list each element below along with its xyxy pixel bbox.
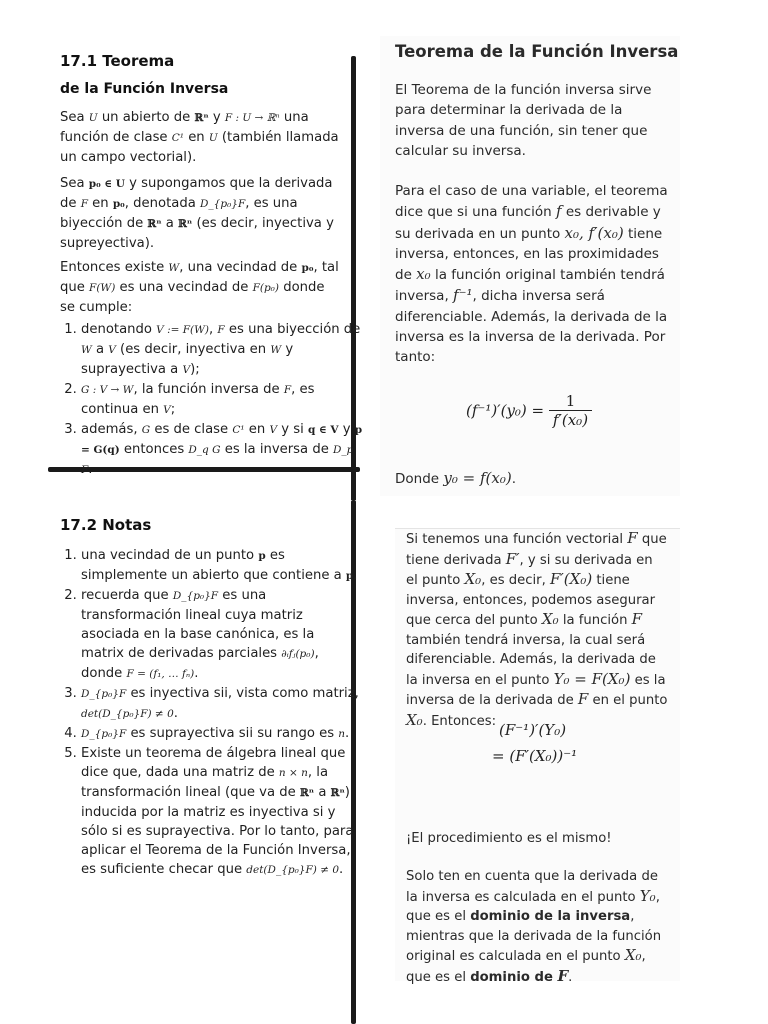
list-item: 3. además, G es de clase C¹ en V y si q ∈ V y p = G(q) entonces D_q G es la inversa de D_p F.	[81, 420, 363, 480]
theorem-card	[40, 38, 363, 477]
vector-function-card	[395, 528, 680, 985]
domain-note-paragraph: Solo ten en cuenta que la derivada de la inversa es calculada en el punto Y₀, que es el dominio de la inversa, mientras que la derivada de la función original es calculada en el punto X₀, que es el dominio de F.	[406, 869, 662, 985]
list-item: 2. G : V → W, la función inversa de F, es continua en V;	[81, 380, 363, 420]
vector-function-paragraph: Si tenemos una función vectorial F que tiene derivada F′, y si su derivada en el punto X₀, es decir, F′(X₀) tiene inversa, entonces, podemos asegurar que cerca del punto X₀ la función F también tendrá inversa, la cual será diferenciable. Además, la derivada de la inversa en el punto Y₀ = F(X₀) es la inversa de la derivada de F en el punto X₀. Entonces:	[406, 529, 668, 729]
notes-list	[60, 546, 361, 880]
one-variable-paragraph: Para el caso de una variable, el teorema dice que si una función f es derivable y su derivada en un punto x₀, f′(x₀) tiene inversa, entonces, en las proximidades de x₀ la función original también tendrá inversa, f⁻¹, dicha inversa será diferenciable. Además, la derivada de la inversa es la inversa de la derivada. Por tanto:	[395, 183, 668, 366]
inverse-derivative-formula: (f⁻¹)′(y₀) = $\frac{1}{\text{f′(x₀)}}$	[466, 392, 592, 429]
where-line: Donde y₀ = f(x₀).	[395, 469, 517, 487]
list-item: 1. denotando V := F(W), F es una biyección de W a V (es decir, inyectiva en W y suprayectiva a V);	[81, 320, 363, 380]
inverse-function-card	[380, 36, 680, 496]
intro-paragraph: El Teorema de la función inversa sirve para determinar la derivada de la inversa de una función, sin tener que calcular su inversa.	[395, 82, 652, 159]
list-item: 3. D_{p₀}F es inyectiva sii, vista como matriz, det(D_{p₀}F) ≠ 0.	[81, 684, 361, 724]
theorem-paragraph-3: Entonces existe W, una vecindad de p₀, tal que F(W) es una vecindad de F(p₀) donde se cumple:	[60, 260, 339, 315]
list-item: 1. una vecindad de un punto p es simplemente un abierto que contiene a p.	[81, 546, 361, 586]
list-item: 4. D_{p₀}F es suprayectiva sii su rango es n.	[81, 724, 361, 744]
theorem-title-line1: 17.1 Teorema	[60, 52, 175, 70]
inverse-function-title: Teorema de la Función Inversa	[395, 42, 679, 61]
theorem-paragraph-2: Sea p₀ ∈ U y supongamos que la derivada de F en p₀, denotada D_{p₀}F, es una biyección de ℝⁿ a ℝⁿ (es decir, inyectiva y supreyectiva).	[60, 176, 334, 251]
vector-formula-line-2: = (F′(X₀))⁻¹	[492, 747, 578, 765]
list-item: 2. recuerda que D_{p₀}F es una transformación lineal cuya matriz asociada en la base canónica, es la matrix de derivadas parciales ∂ᵢfⱼ(p₀), donde F = (f₁, … fₙ).	[81, 586, 361, 684]
theorem-paragraph-1: Sea U un abierto de ℝⁿ y F : U → ℝⁿ una función de clase C¹ en U (también llamada un campo vectorial).	[60, 110, 339, 165]
list-item: 5. Existe un teorema de álgebra lineal que dice que, dada una matriz de n × n, la transformación lineal (que va de ℝⁿ a ℝⁿ) inducida por la matriz es inyectiva si y sólo si es suprayectiva. Por lo tanto, para aplicar el Teorema de la Función Inversa, es suficiente checar que det(D_{p₀}F) ≠ 0.	[81, 744, 361, 880]
same-procedure-note: ¡El procedimiento es el mismo!	[406, 831, 612, 846]
notes-card	[40, 500, 359, 892]
vector-formula-line-1: (F⁻¹)′(Y₀)	[499, 721, 567, 739]
notes-title: 17.2 Notas	[60, 516, 152, 534]
theorem-title-line2: de la Función Inversa	[60, 81, 229, 97]
theorem-conclusions-list	[60, 320, 363, 480]
